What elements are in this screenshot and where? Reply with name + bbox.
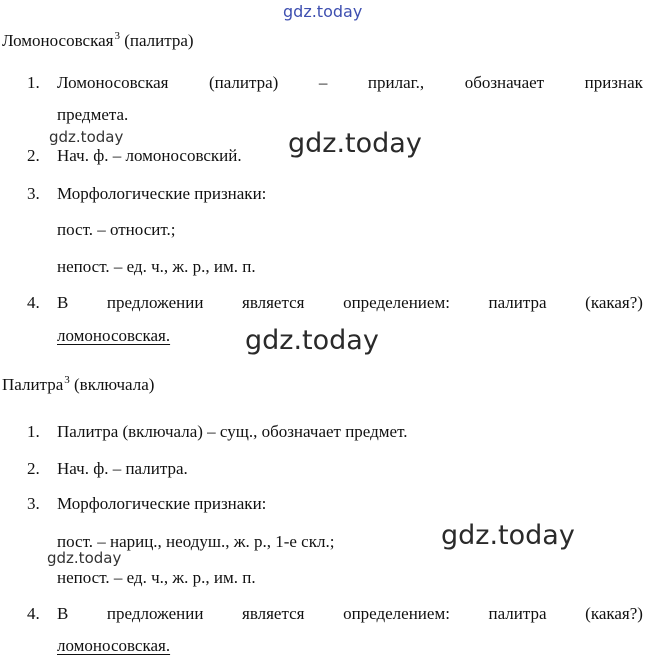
variable-features: непост. – ед. ч., ж. р., им. п.	[57, 568, 256, 587]
continuation-line: ломоносовская.	[57, 326, 171, 345]
word: (палитра)	[208, 73, 279, 92]
list-item-4	[27, 604, 645, 660]
variable-features: непост. – ед. ч., ж. р., им. п.	[57, 257, 256, 276]
item-number: 1.	[27, 73, 40, 92]
heading-word: Палитра	[2, 375, 64, 394]
word: палитра	[488, 293, 547, 312]
watermark: gdz.today	[245, 325, 379, 356]
continuation-line: предмета.	[57, 105, 129, 124]
footnote-marker: 3	[64, 374, 70, 386]
word: В	[57, 604, 69, 623]
watermark: gdz.today	[47, 549, 122, 567]
item-number: 2.	[27, 459, 40, 478]
word: Ломоносовская	[57, 73, 169, 92]
word: признак	[584, 73, 643, 92]
word: определением:	[343, 293, 450, 312]
item-number: 4.	[27, 604, 40, 623]
watermark-top: gdz.today	[283, 2, 363, 21]
word: определением:	[343, 604, 450, 623]
watermark: gdz.today	[441, 520, 575, 551]
section-heading-1	[2, 30, 194, 51]
word: обозначает	[464, 73, 545, 92]
justified-line	[57, 604, 643, 624]
justified-line	[57, 293, 643, 313]
constant-features: пост. – нариц., неодуш., ж. р., 1-е скл.;	[57, 532, 335, 551]
justified-line	[57, 73, 643, 93]
item-number: 3.	[27, 494, 40, 513]
watermark: gdz.today	[49, 128, 124, 146]
word: (какая?)	[585, 604, 643, 623]
item-text	[57, 73, 643, 125]
item-text: Морфологические признаки:	[57, 184, 267, 203]
item-text: Морфологические признаки:	[57, 494, 267, 513]
word: В	[57, 293, 69, 312]
footnote-marker: 3	[114, 30, 120, 42]
item-number: 2.	[27, 146, 40, 165]
item-text: Нач. ф. – палитра.	[57, 459, 188, 478]
section-heading-2	[2, 374, 154, 395]
heading-context: (палитра)	[124, 31, 194, 50]
word: является	[242, 604, 305, 623]
item-text	[57, 604, 643, 656]
word: прилаг.,	[367, 73, 425, 92]
heading-word: Ломоносовская	[2, 31, 114, 50]
word: предложении	[106, 293, 204, 312]
word: предложении	[106, 604, 204, 623]
item-number: 4.	[27, 293, 40, 312]
item-number: 1.	[27, 422, 40, 441]
word: является	[242, 293, 305, 312]
item-number: 3.	[27, 184, 40, 203]
word: (какая?)	[585, 293, 643, 312]
continuation-line: ломоносовская.	[57, 636, 171, 655]
item-text: Палитра (включала) – сущ., обозначает предмет.	[57, 422, 408, 441]
word: –	[318, 73, 328, 92]
watermark: gdz.today	[288, 128, 422, 159]
word: палитра	[488, 604, 547, 623]
item-text: Нач. ф. – ломоносовский.	[57, 146, 242, 165]
heading-context: (включала)	[74, 375, 155, 394]
constant-features: пост. – относит.;	[57, 220, 176, 239]
